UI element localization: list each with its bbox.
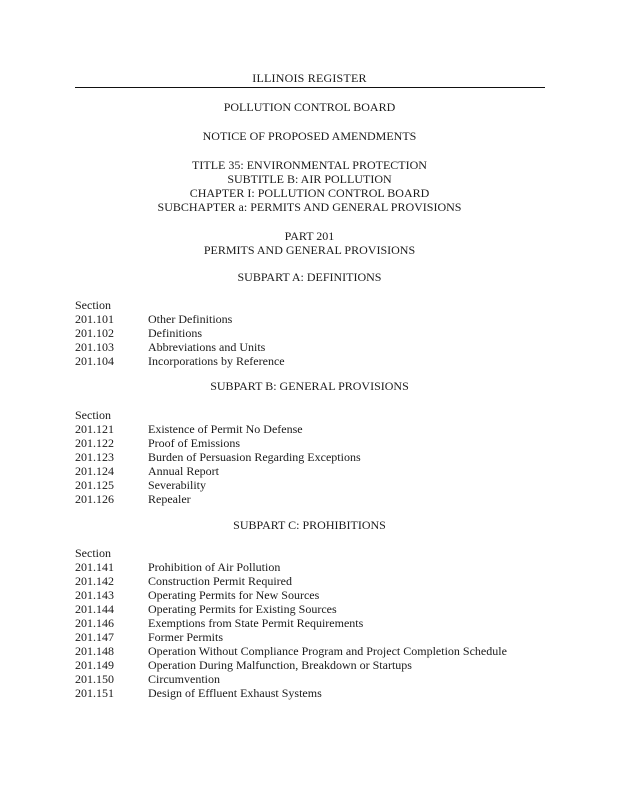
chapter-line: CHAPTER I: POLLUTION CONTROL BOARD xyxy=(189,186,430,200)
section-number: 201.142 xyxy=(75,574,114,588)
section-row xyxy=(0,560,619,574)
section-number: 201.103 xyxy=(75,340,114,354)
header-rule xyxy=(75,87,545,88)
section-title: Operation Without Compliance Program and Project Completion Schedule xyxy=(148,644,507,658)
section-title: Incorporations by Reference xyxy=(148,354,285,368)
section-title: Severability xyxy=(148,478,206,492)
section-title: Prohibition of Air Pollution xyxy=(148,560,281,574)
agency-name: POLLUTION CONTROL BOARD xyxy=(223,100,396,114)
section-number: 201.141 xyxy=(75,560,114,574)
section-number: 201.122 xyxy=(75,436,114,450)
section-row xyxy=(0,478,619,492)
section-row xyxy=(0,492,619,506)
section-list xyxy=(0,312,619,368)
section-row xyxy=(0,588,619,602)
section-number: 201.143 xyxy=(75,588,114,602)
section-number: 201.126 xyxy=(75,492,114,506)
section-number: 201.102 xyxy=(75,326,114,340)
section-row xyxy=(0,574,619,588)
section-number: 201.104 xyxy=(75,354,114,368)
register-header: ILLINOIS REGISTER xyxy=(252,71,367,85)
section-label: Section xyxy=(75,298,111,312)
section-number: 201.151 xyxy=(75,686,114,700)
subpart-heading: SUBPART B: GENERAL PROVISIONS xyxy=(210,379,409,393)
subchapter-line: SUBCHAPTER a: PERMITS AND GENERAL PROVISIONS xyxy=(157,200,462,214)
section-title: Design of Effluent Exhaust Systems xyxy=(148,686,322,700)
section-number: 201.148 xyxy=(75,644,114,658)
section-number: 201.124 xyxy=(75,464,114,478)
subpart-heading: SUBPART C: PROHIBITIONS xyxy=(233,518,386,532)
section-title: Operating Permits for Existing Sources xyxy=(148,602,337,616)
section-title: Operating Permits for New Sources xyxy=(148,588,320,602)
section-number: 201.123 xyxy=(75,450,114,464)
section-row xyxy=(0,436,619,450)
title-line: TITLE 35: ENVIRONMENTAL PROTECTION xyxy=(192,158,427,172)
section-row xyxy=(0,658,619,672)
section-number: 201.147 xyxy=(75,630,114,644)
section-title: Abbreviations and Units xyxy=(148,340,266,354)
section-row xyxy=(0,616,619,630)
section-number: 201.101 xyxy=(75,312,114,326)
part-number: PART 201 xyxy=(284,229,335,243)
section-number: 201.150 xyxy=(75,672,114,686)
section-row xyxy=(0,340,619,354)
section-row xyxy=(0,644,619,658)
section-title: Definitions xyxy=(148,326,202,340)
section-number: 201.125 xyxy=(75,478,114,492)
section-title: Existence of Permit No Defense xyxy=(148,422,303,436)
subtitle-line: SUBTITLE B: AIR POLLUTION xyxy=(227,172,392,186)
section-title: Operation During Malfunction, Breakdown or Startups xyxy=(148,658,412,672)
section-title: Construction Permit Required xyxy=(148,574,292,588)
section-number: 201.149 xyxy=(75,658,114,672)
section-number: 201.144 xyxy=(75,602,114,616)
section-title: Proof of Emissions xyxy=(148,436,241,450)
section-title: Circumvention xyxy=(148,672,220,686)
section-row xyxy=(0,312,619,326)
section-title: Other Definitions xyxy=(148,312,233,326)
section-title: Former Permits xyxy=(148,630,223,644)
section-title: Burden of Persuasion Regarding Exceptions xyxy=(148,450,361,464)
section-row xyxy=(0,686,619,700)
section-row xyxy=(0,464,619,478)
section-row xyxy=(0,672,619,686)
section-label: Section xyxy=(75,546,111,560)
section-row xyxy=(0,602,619,616)
part-name: PERMITS AND GENERAL PROVISIONS xyxy=(203,243,416,257)
section-row xyxy=(0,422,619,436)
section-label: Section xyxy=(75,408,111,422)
section-title: Repealer xyxy=(148,492,191,506)
section-list xyxy=(0,560,619,700)
subpart-heading: SUBPART A: DEFINITIONS xyxy=(237,270,382,284)
section-list xyxy=(0,422,619,506)
section-row xyxy=(0,354,619,368)
section-number: 201.146 xyxy=(75,616,114,630)
section-row xyxy=(0,450,619,464)
section-row xyxy=(0,630,619,644)
section-number: 201.121 xyxy=(75,422,114,436)
notice-title: NOTICE OF PROPOSED AMENDMENTS xyxy=(202,129,417,143)
section-row xyxy=(0,326,619,340)
section-title: Annual Report xyxy=(148,464,219,478)
section-title: Exemptions from State Permit Requirements xyxy=(148,616,364,630)
